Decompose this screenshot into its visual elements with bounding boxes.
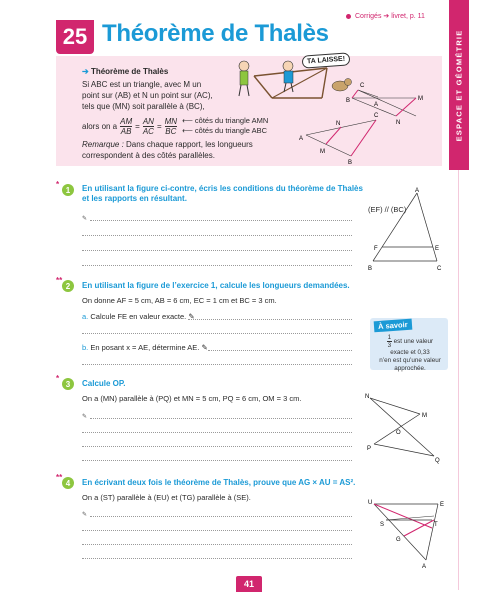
answer-line[interactable] (82, 333, 352, 334)
a-savoir-fraction (387, 334, 392, 349)
figure-config-1 (346, 83, 423, 126)
answer-line[interactable] (208, 350, 352, 351)
fig-label-f: F (374, 246, 378, 252)
corriges-text: Corrigés ➔ livret, p. 11 (355, 13, 425, 20)
fraction (120, 117, 132, 136)
a-savoir-frac-den: 3 (387, 342, 392, 349)
remarque-line: Dans chaque rapport, les longueurs (126, 140, 253, 149)
a-savoir-box (370, 318, 448, 370)
exercise-number: 1 (62, 184, 74, 196)
equals-sign: = (135, 121, 140, 131)
exercise-number: 2 (62, 280, 74, 292)
pencil-icon: ✎ (82, 414, 88, 420)
fig1-label-c: C (360, 83, 365, 89)
difficulty-stars: ** (56, 276, 63, 285)
exercise3-figure (362, 392, 448, 464)
part-b-label: b. (82, 343, 89, 352)
formula-notes (182, 116, 268, 136)
fraction-num: MN (164, 116, 178, 126)
a-savoir-body (374, 334, 446, 373)
side-divider (458, 170, 459, 590)
exercise1-figure (365, 185, 447, 275)
answer-line[interactable] (82, 364, 352, 365)
exercise-title-line: En utilisant la figure ci-contre, écris les conditions du théorème de Thalès (82, 184, 363, 193)
page-title: Théorème de Thalès (102, 20, 329, 47)
fig1-label-a: A (374, 102, 379, 108)
fig-label-e: E (440, 502, 445, 508)
exercise-title (82, 184, 372, 204)
fig-label-a: A (422, 564, 427, 570)
remarque-label: Remarque : (82, 140, 124, 149)
difficulty-stars: * (56, 374, 60, 383)
exercise-title: Calcule OP. (82, 379, 126, 388)
answer-line[interactable] (82, 250, 352, 251)
fig-label-e: E (435, 246, 440, 252)
lesson-line: Si ABC est un triangle, avec M un (82, 80, 202, 89)
fig-label-g: G (396, 537, 401, 543)
fig-label-o: O (396, 430, 401, 436)
fig2-label-c: C (374, 113, 379, 119)
fig-label-a: A (415, 188, 420, 194)
corriges-link[interactable] (346, 12, 425, 20)
a-savoir-heading: À savoir (374, 319, 412, 333)
figure-caption: (EF) // (BC) (368, 205, 407, 214)
part-a-label: a. (82, 312, 89, 321)
fraction (143, 117, 154, 136)
fig-label-u: U (368, 500, 373, 506)
exercise-number: 3 (62, 378, 74, 390)
exercise-title: En utilisant la figure de l’exercice 1, calcule les longueurs demandées. (82, 281, 350, 290)
note-abc: ⟵ côtés du triangle ABC (182, 126, 268, 136)
fig-label-b: B (368, 266, 373, 272)
part-a (82, 312, 195, 322)
part-b (82, 343, 208, 353)
answer-line[interactable] (82, 446, 352, 447)
lesson-heading: ➔ Théorème de Thalès (82, 66, 292, 77)
fraction-den: AC (142, 126, 154, 136)
remarque-line: correspondent à des côtés parallèles. (82, 151, 215, 160)
page-number: 41 (236, 576, 262, 592)
fig-label-n: N (365, 394, 370, 400)
fraction-num: AN (142, 116, 154, 126)
fig-label-t: T (434, 522, 438, 528)
answer-line[interactable] (90, 516, 352, 517)
lesson-text (82, 66, 292, 161)
answer-line[interactable] (188, 319, 352, 320)
exercise-title: En écrivant deux fois le théorème de Thalès, prouve que AG × AU = AS². (82, 478, 356, 487)
answer-line[interactable] (82, 235, 352, 236)
fig2-label-b: B (348, 160, 353, 166)
bullet-icon (346, 14, 351, 19)
exercise-title-line: et les rapports en résultant. (82, 194, 187, 203)
a-savoir-line: approchée. (394, 365, 426, 372)
answer-line[interactable] (90, 418, 352, 419)
answer-line[interactable] (82, 544, 352, 545)
exercise-given: On a (ST) parallèle à (EU) et (TG) parallèle à (SE). (82, 493, 251, 502)
answer-line[interactable] (90, 220, 352, 221)
alors-label: alors on a (82, 121, 118, 131)
fig-label-p: P (367, 446, 372, 452)
pencil-icon: ✎ (82, 216, 88, 222)
part-b-text: En posant x = AE, détermine AE. (90, 343, 200, 352)
exercise-given: On a (MN) parallèle à (PQ) et MN = 5 cm, PQ = 6 cm, OM = 3 cm. (82, 394, 302, 403)
a-savoir-line: n’en est qu’une valeur (379, 357, 441, 364)
lesson-figures (296, 80, 446, 166)
exercise-number: 4 (62, 477, 74, 489)
fig-label-c: C (437, 266, 442, 272)
answer-line[interactable] (82, 432, 352, 433)
answer-line[interactable] (82, 265, 352, 266)
part-a-text: Calcule FE en valeur exacte. (90, 312, 187, 321)
a-savoir-line: est une valeur (393, 338, 434, 346)
pencil-icon: ✎ (188, 312, 195, 321)
fig2-label-n: N (336, 121, 341, 127)
fig2-label-m: M (320, 149, 325, 155)
fraction-den: BC (165, 126, 177, 136)
answer-line[interactable] (82, 530, 352, 531)
side-tab-label-wrap (449, 0, 469, 170)
speech-bubble: TA LAISSE! (302, 52, 351, 68)
fig-label-s: S (380, 522, 385, 528)
fig1-label-n: N (396, 120, 401, 126)
equals-sign: = (156, 121, 162, 131)
lesson-number: 25 (56, 20, 94, 54)
fig1-label-m: M (418, 96, 423, 102)
lesson-line: tels que (MN) soit parallèle à (BC), (82, 102, 205, 111)
fraction-den: AB (120, 126, 132, 136)
fig2-label-a: A (299, 136, 304, 142)
pencil-icon: ✎ (82, 512, 88, 518)
pencil-icon: ✎ (201, 343, 208, 352)
lesson-line: point sur (AB) et N un point sur (AC), (82, 91, 213, 100)
a-savoir-line: exacte et 0,33 (390, 349, 430, 356)
remarque (82, 139, 292, 150)
fraction-num: AM (120, 116, 133, 126)
fig-label-m: M (422, 413, 427, 419)
exercise4-figure (364, 496, 448, 570)
exercise-given: On donne AF = 5 cm, AB = 6 cm, EC = 1 cm et BC = 3 cm. (82, 296, 277, 305)
answer-line[interactable] (82, 558, 352, 559)
a-savoir-frac-num: 1 (387, 334, 392, 341)
fig1-label-b: B (346, 98, 351, 104)
answer-line[interactable] (82, 460, 352, 461)
fig-label-q: Q (435, 458, 440, 464)
thales-formula (82, 116, 292, 136)
difficulty-stars: * (56, 180, 60, 189)
fraction (165, 117, 177, 136)
figure-config-2 (299, 113, 379, 166)
difficulty-stars: ** (56, 473, 63, 482)
note-amn: ⟵ côtés du triangle AMN (182, 116, 268, 126)
side-tab-label: ESPACE ET GÉOMÉTRIE (454, 29, 464, 141)
